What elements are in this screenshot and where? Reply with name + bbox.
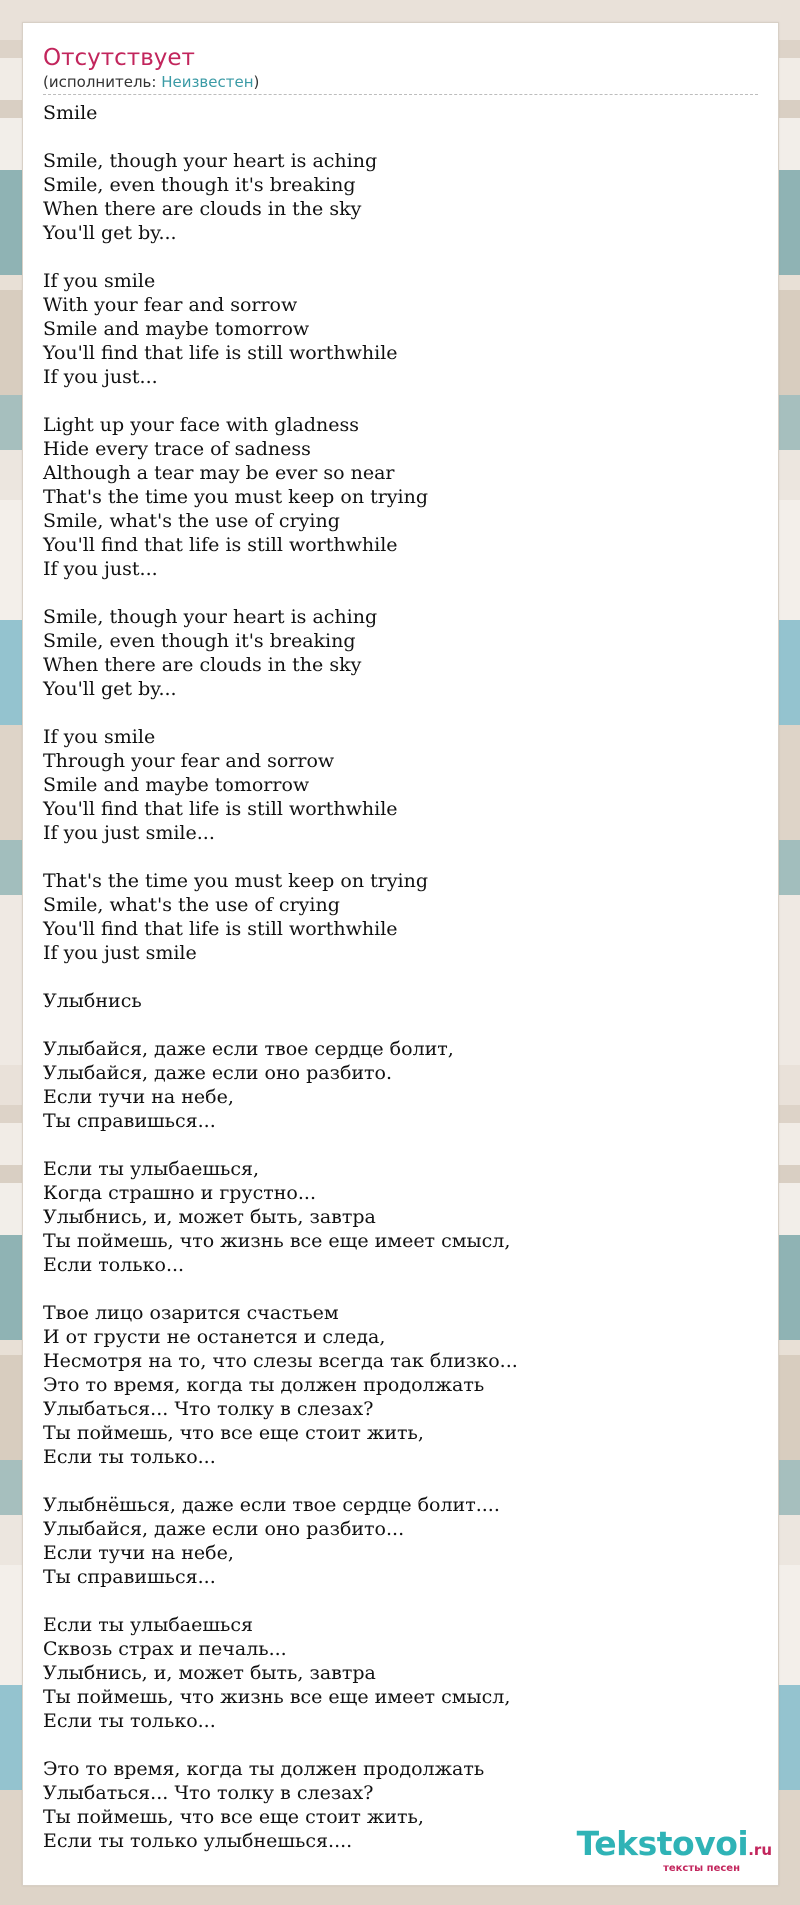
lyrics-line: That's the time you must keep on trying bbox=[43, 486, 429, 508]
lyrics-line: Если тучи на небе, bbox=[43, 1086, 234, 1108]
performer-line bbox=[43, 73, 758, 92]
lyrics-line: Улыбаться... Что толку в слезах? bbox=[43, 1782, 374, 1804]
lyrics-card bbox=[22, 22, 779, 1886]
lyrics-stanza bbox=[43, 1037, 758, 1133]
logo-tld: .ru bbox=[748, 1841, 772, 1859]
lyrics-line: Улыбнись, и, может быть, завтра bbox=[43, 1206, 376, 1228]
lyrics-line: Если ты улыбаешься bbox=[43, 1614, 253, 1636]
lyrics-line: Если ты улыбаешься, bbox=[43, 1158, 260, 1180]
lyrics-line: If you just smile... bbox=[43, 822, 215, 844]
lyrics-line: Smile bbox=[43, 102, 98, 124]
lyrics-line: Несмотря на то, что слезы всегда так близко... bbox=[43, 1350, 518, 1372]
lyrics-stanza bbox=[43, 269, 758, 389]
lyrics-line: Это то время, когда ты должен продолжать bbox=[43, 1374, 485, 1396]
lyrics-line: Smile and maybe tomorrow bbox=[43, 774, 310, 796]
lyrics-line: Если только... bbox=[43, 1254, 185, 1276]
lyrics-line: If you smile bbox=[43, 726, 156, 748]
lyrics-line: If you just... bbox=[43, 558, 158, 580]
lyrics-line: Это то время, когда ты должен продолжать bbox=[43, 1758, 485, 1780]
lyrics-line: You'll find that life is still worthwhile bbox=[43, 534, 398, 556]
lyrics-text bbox=[43, 101, 758, 1877]
lyrics-stanza bbox=[43, 413, 758, 581]
lyrics-line: Улыбнись, и, может быть, завтра bbox=[43, 1662, 376, 1684]
lyrics-line: Smile, though your heart is aching bbox=[43, 150, 378, 172]
lyrics-stanza bbox=[43, 149, 758, 245]
lyrics-line: Если ты только улыбнешься.... bbox=[43, 1830, 353, 1852]
lyrics-stanza bbox=[43, 605, 758, 701]
lyrics-line: И от грусти не останется и следа, bbox=[43, 1326, 386, 1348]
performer-prefix: (исполнитель: bbox=[43, 73, 162, 91]
performer-link[interactable]: Неизвестен bbox=[161, 73, 254, 91]
lyrics-line: When there are clouds in the sky bbox=[43, 198, 362, 220]
song-header bbox=[43, 43, 758, 95]
lyrics-stanza bbox=[43, 869, 758, 965]
lyrics-line: You'll find that life is still worthwhile bbox=[43, 342, 398, 364]
lyrics-line: You'll get by... bbox=[43, 222, 177, 244]
lyrics-stanza bbox=[43, 101, 758, 125]
lyrics-line: With your fear and sorrow bbox=[43, 294, 298, 316]
lyrics-stanza bbox=[43, 1493, 758, 1589]
lyrics-line: Твое лицо озарится счастьем bbox=[43, 1302, 339, 1324]
logo-name: Tekstovoi bbox=[576, 1824, 749, 1863]
lyrics-line: Если ты только... bbox=[43, 1710, 216, 1732]
lyrics-line: When there are clouds in the sky bbox=[43, 654, 362, 676]
lyrics-line: Ты поймешь, что жизнь все еще имеет смысл, bbox=[43, 1686, 511, 1708]
lyrics-stanza bbox=[43, 1301, 758, 1469]
lyrics-stanza bbox=[43, 725, 758, 845]
lyrics-line: Light up your face with gladness bbox=[43, 414, 359, 436]
lyrics-line: If you just... bbox=[43, 366, 158, 388]
lyrics-line: Smile, even though it's breaking bbox=[43, 630, 356, 652]
lyrics-line: Улыбаться... Что толку в слезах? bbox=[43, 1398, 374, 1420]
lyrics-line: Улыбайся, даже если оно разбито... bbox=[43, 1518, 405, 1540]
lyrics-line: Ты справишься... bbox=[43, 1566, 216, 1588]
lyrics-line: You'll get by... bbox=[43, 678, 177, 700]
lyrics-line: If you smile bbox=[43, 270, 156, 292]
lyrics-line: You'll find that life is still worthwhile bbox=[43, 798, 398, 820]
site-logo[interactable] bbox=[576, 1824, 772, 1875]
logo-tagline: тексты песен bbox=[663, 1863, 740, 1874]
lyrics-line: Smile, what's the use of crying bbox=[43, 894, 340, 916]
lyrics-line: Hide every trace of sadness bbox=[43, 438, 311, 460]
lyrics-line: Smile, what's the use of crying bbox=[43, 510, 340, 532]
lyrics-stanza bbox=[43, 989, 758, 1013]
performer-suffix: ) bbox=[253, 73, 260, 91]
lyrics-line: Ты справишься... bbox=[43, 1110, 216, 1132]
lyrics-line: Ты поймешь, что жизнь все еще имеет смысл, bbox=[43, 1230, 511, 1252]
lyrics-stanza bbox=[43, 1613, 758, 1733]
logo-wordmark bbox=[576, 1824, 772, 1867]
lyrics-line: Ты поймешь, что все еще стоит жить, bbox=[43, 1806, 424, 1828]
lyrics-line: Если тучи на небе, bbox=[43, 1542, 234, 1564]
lyrics-line: Smile, even though it's breaking bbox=[43, 174, 356, 196]
lyrics-line: Улыбнись bbox=[43, 990, 142, 1012]
lyrics-line: Когда страшно и грустно... bbox=[43, 1182, 316, 1204]
song-title: Отсутствует bbox=[43, 45, 195, 71]
lyrics-line: Through your fear and sorrow bbox=[43, 750, 335, 772]
lyrics-line: Улыбайся, даже если оно разбито. bbox=[43, 1062, 393, 1084]
lyrics-line: That's the time you must keep on trying bbox=[43, 870, 429, 892]
lyrics-line: If you just smile bbox=[43, 942, 197, 964]
lyrics-line: Улыбнёшься, даже если твое сердце болит.... bbox=[43, 1494, 500, 1516]
lyrics-stanza bbox=[43, 1157, 758, 1277]
lyrics-line: Улыбайся, даже если твое сердце болит, bbox=[43, 1038, 454, 1060]
lyrics-line: Сквозь страх и печаль... bbox=[43, 1638, 287, 1660]
lyrics-line: Although a tear may be ever so near bbox=[43, 462, 395, 484]
lyrics-line: Smile and maybe tomorrow bbox=[43, 318, 310, 340]
lyrics-line: Если ты только... bbox=[43, 1446, 216, 1468]
lyrics-line: You'll find that life is still worthwhile bbox=[43, 918, 398, 940]
lyrics-line: Ты поймешь, что все еще стоит жить, bbox=[43, 1422, 424, 1444]
lyrics-line: Smile, though your heart is aching bbox=[43, 606, 378, 628]
